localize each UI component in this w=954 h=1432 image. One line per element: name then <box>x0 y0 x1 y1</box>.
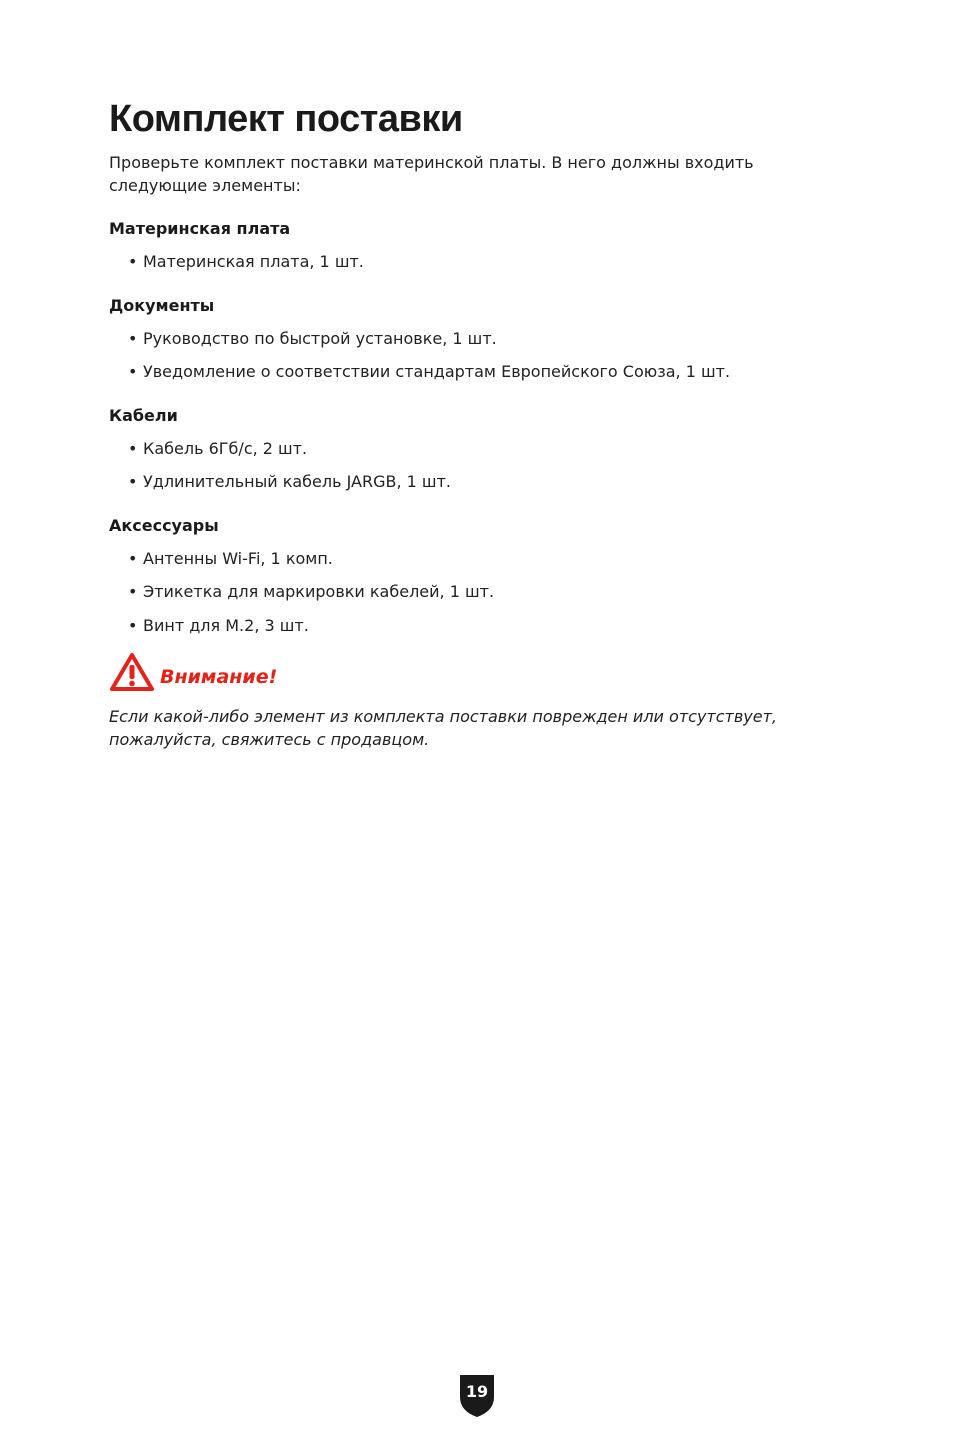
page-title: Комплект поставки <box>109 98 463 140</box>
bullet-icon: • <box>128 472 138 491</box>
list-item-label: Удлинительный кабель JARGB, 1 шт. <box>143 472 451 491</box>
list-item <box>128 329 497 348</box>
bullet-icon: • <box>128 616 138 635</box>
list-item <box>128 362 730 381</box>
bullet-icon: • <box>128 362 138 381</box>
section-heading-motherboard: Материнская плата <box>109 219 291 238</box>
list-item-label: Руководство по быстрой установке, 1 шт. <box>143 329 497 348</box>
list-item <box>128 549 333 568</box>
list-item <box>128 582 494 601</box>
bullet-icon: • <box>128 439 138 458</box>
page-number: 19 <box>465 1382 489 1401</box>
section-heading-accessories: Аксессуары <box>109 516 219 535</box>
list-item-label: Этикетка для маркировки кабелей, 1 шт. <box>143 582 495 601</box>
list-item <box>128 472 451 491</box>
caution-header <box>109 652 277 692</box>
list-item-label: Винт для M.2, 3 шт. <box>143 616 309 635</box>
bullet-icon: • <box>128 582 138 601</box>
caution-text: Если какой-либо элемент из комплекта поставки поврежден или отсутствует, пожалуйста, свяжитесь с продавцом. <box>109 707 777 749</box>
list-item <box>128 439 307 458</box>
bullet-icon: • <box>128 549 138 568</box>
caution-label: Внимание! <box>160 666 278 688</box>
intro-text: Проверьте комплект поставки материнской платы. В него должны входить следующие элементы: <box>109 153 754 195</box>
bullet-icon: • <box>128 329 138 348</box>
list-item <box>128 616 309 635</box>
warning-triangle-icon <box>109 652 155 692</box>
page-number-badge <box>458 1373 496 1418</box>
section-heading-cables: Кабели <box>109 406 178 425</box>
list-item-label: Материнская плата, 1 шт. <box>143 252 364 271</box>
list-item-label: Антенны Wi-Fi, 1 комп. <box>143 549 333 568</box>
list-item <box>128 252 364 271</box>
bullet-icon: • <box>128 252 138 271</box>
section-heading-documents: Документы <box>109 296 215 315</box>
list-item-label: Кабель 6Гб/с, 2 шт. <box>143 439 308 458</box>
list-item-label: Уведомление о соответствии стандартам Европейского Союза, 1 шт. <box>143 362 731 381</box>
